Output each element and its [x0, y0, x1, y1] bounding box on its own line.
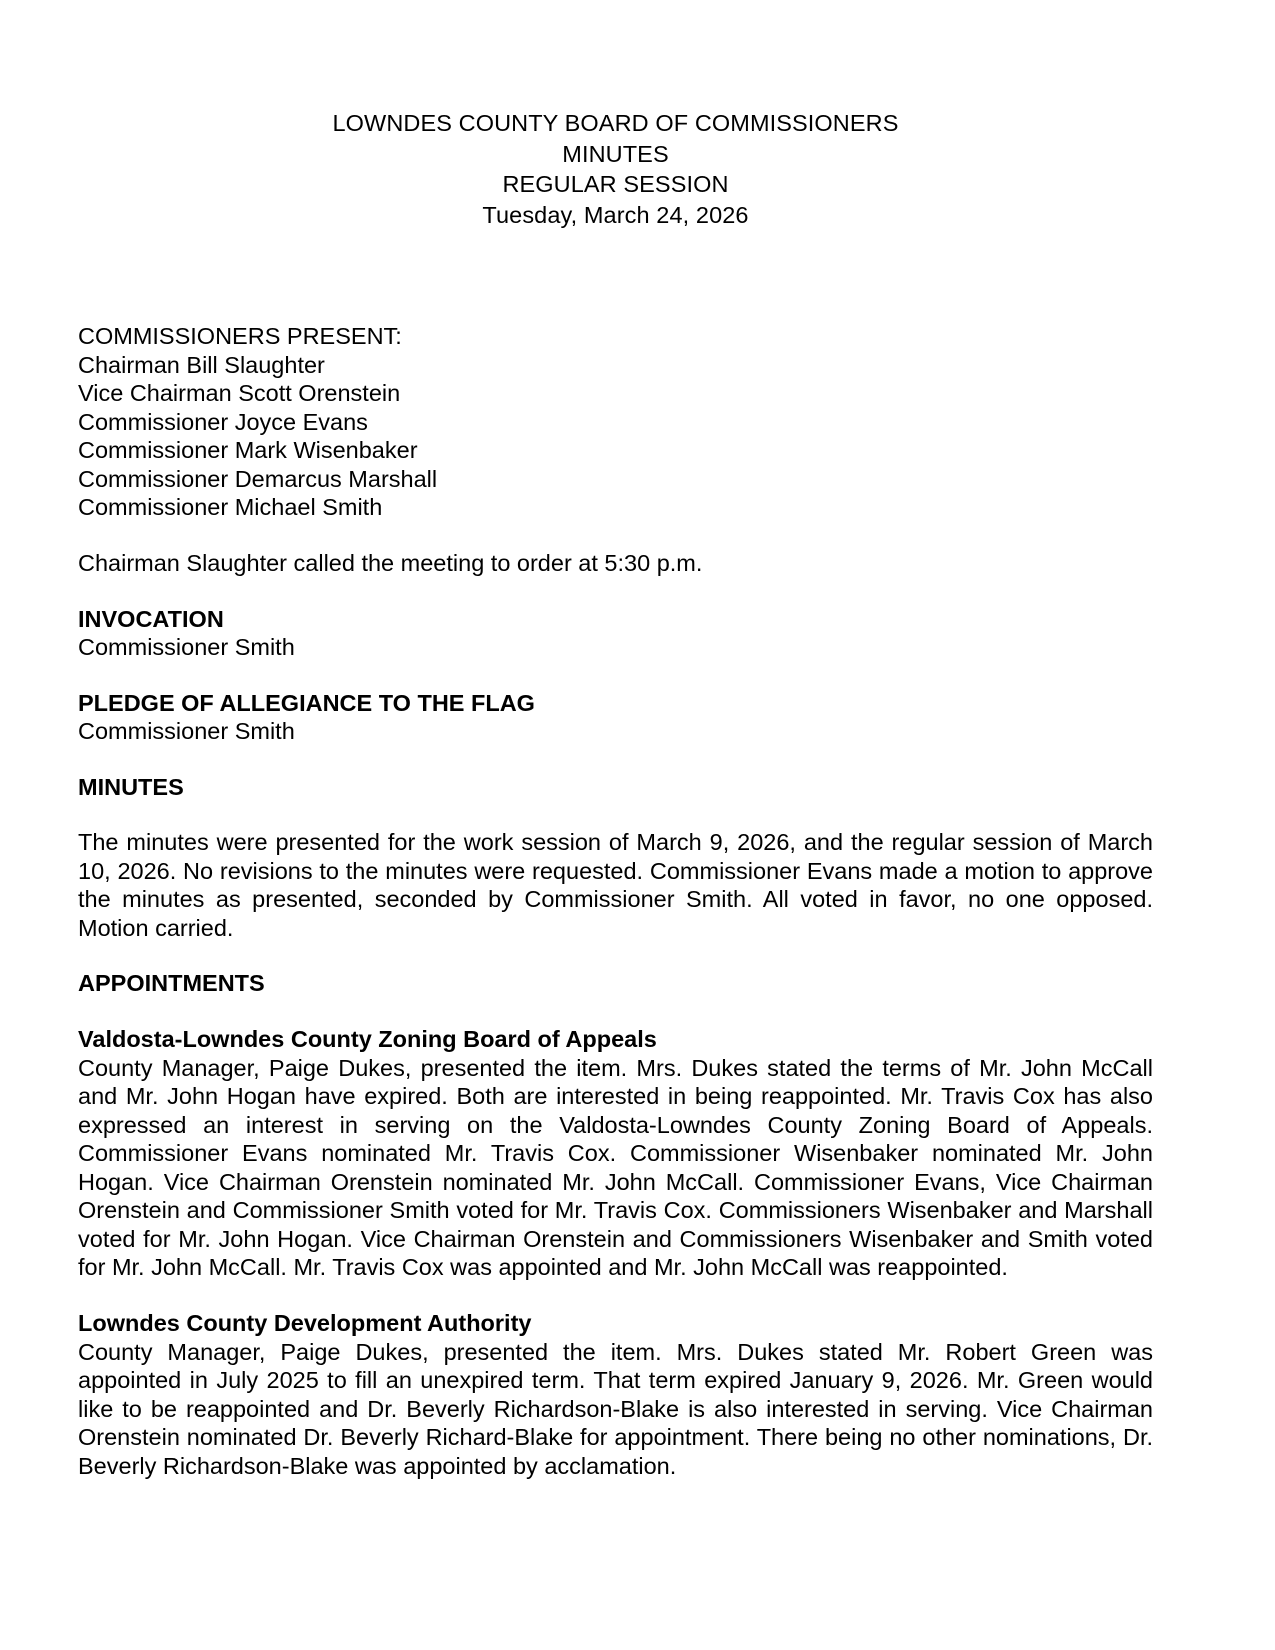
appointment-item-zoning-board	[78, 1025, 1153, 1282]
call-to-order-text: Chairman Slaughter called the meeting to order at 5:30 p.m.	[78, 550, 703, 577]
pledge-body: Commissioner Smith	[78, 718, 295, 745]
appointments-section	[78, 969, 1153, 1480]
commissioners-present-label: COMMISSIONERS PRESENT:	[78, 323, 402, 350]
header-line-session: REGULAR SESSION	[502, 171, 729, 198]
appointment-item-spacer	[78, 1282, 1153, 1309]
commissioner-name: Commissioner Michael Smith	[78, 494, 383, 521]
minutes-heading-spacer	[78, 801, 1153, 828]
commissioner-name: Vice Chairman Scott Orenstein	[78, 380, 401, 407]
minutes-heading: MINUTES	[78, 773, 184, 800]
invocation-heading: INVOCATION	[78, 605, 224, 632]
invocation-section	[78, 605, 1153, 662]
appointment-item-development-authority	[78, 1309, 1153, 1480]
appointments-heading: APPOINTMENTS	[78, 970, 265, 997]
call-to-order-spacer	[78, 578, 1153, 605]
minutes-spacer	[78, 942, 1153, 969]
commissioner-name: Commissioner Demarcus Marshall	[78, 465, 438, 492]
header-spacer	[78, 230, 1153, 322]
pledge-section	[78, 689, 1153, 746]
appointment-title: Lowndes County Development Authority	[78, 1309, 532, 1336]
header-line-type: MINUTES	[562, 140, 669, 167]
roster-spacer	[78, 522, 1153, 549]
header-line-organization: LOWNDES COUNTY BOARD OF COMMISSIONERS	[332, 110, 899, 136]
commissioners-present-block	[78, 322, 1153, 522]
minutes-section	[78, 773, 1153, 943]
minutes-body: The minutes were presented for the work session of March 9, 2026, and the regular session of March 10, 2026. No revisions to the minutes were requested. Commissioner Evans made a motion to approve the minutes as presented, seconded by Commissioner Smith. All voted in favor, no one opposed. Motion carried.	[78, 829, 1153, 941]
appointments-heading-spacer	[78, 998, 1153, 1025]
invocation-body: Commissioner Smith	[78, 634, 295, 661]
document-header	[78, 108, 1153, 230]
invocation-spacer	[78, 662, 1153, 689]
commissioner-name: Commissioner Mark Wisenbaker	[78, 437, 418, 464]
pledge-spacer	[78, 746, 1153, 773]
commissioner-name: Chairman Bill Slaughter	[78, 351, 325, 378]
pledge-heading: PLEDGE OF ALLEGIANCE TO THE FLAG	[78, 689, 535, 716]
commissioner-name: Commissioner Joyce Evans	[78, 408, 368, 435]
header-line-date: Tuesday, March 24, 2026	[482, 201, 749, 228]
appointment-title: Valdosta-Lowndes County Zoning Board of Appeals	[78, 1026, 657, 1053]
appointment-body: County Manager, Paige Dukes, presented the item. Mrs. Dukes stated the terms of Mr. John McCall and Mr. John Hogan have expired. Both are interested in being reappointed. Mr. Travis Cox has also expressed an interest in serving on the Valdosta-Lowndes County Zoning Board of Appeals. Commissioner Evans nominated Mr. Travis Cox. Commissioner Wisenbaker nominated Mr. John Hogan. Vice Chairman Orenstein nominated Mr. John McCall. Commissioner Evans, Vice Chairman Orenstein and Commissioner Smith voted for Mr. Travis Cox. Commissioners Wisenbaker and Marshall voted for Mr. John Hogan. Vice Chairman Orenstein and Commissioners Wisenbaker and Smith voted for Mr. John McCall. Mr. Travis Cox was appointed and Mr. John McCall was reappointed.	[78, 1054, 1153, 1281]
appointment-body: County Manager, Paige Dukes, presented the item. Mrs. Dukes stated Mr. Robert Green was appointed in July 2025 to fill an unexpired term. That term expired January 9, 2026. Mr. Green would like to be reappointed and Dr. Beverly Richardson-Blake is also interested in serving. Vice Chairman Orenstein nominated Dr. Beverly Richard-Blake for appointment. There being no other nominations, Dr. Beverly Richardson-Blake was appointed by acclamation.	[78, 1338, 1153, 1479]
